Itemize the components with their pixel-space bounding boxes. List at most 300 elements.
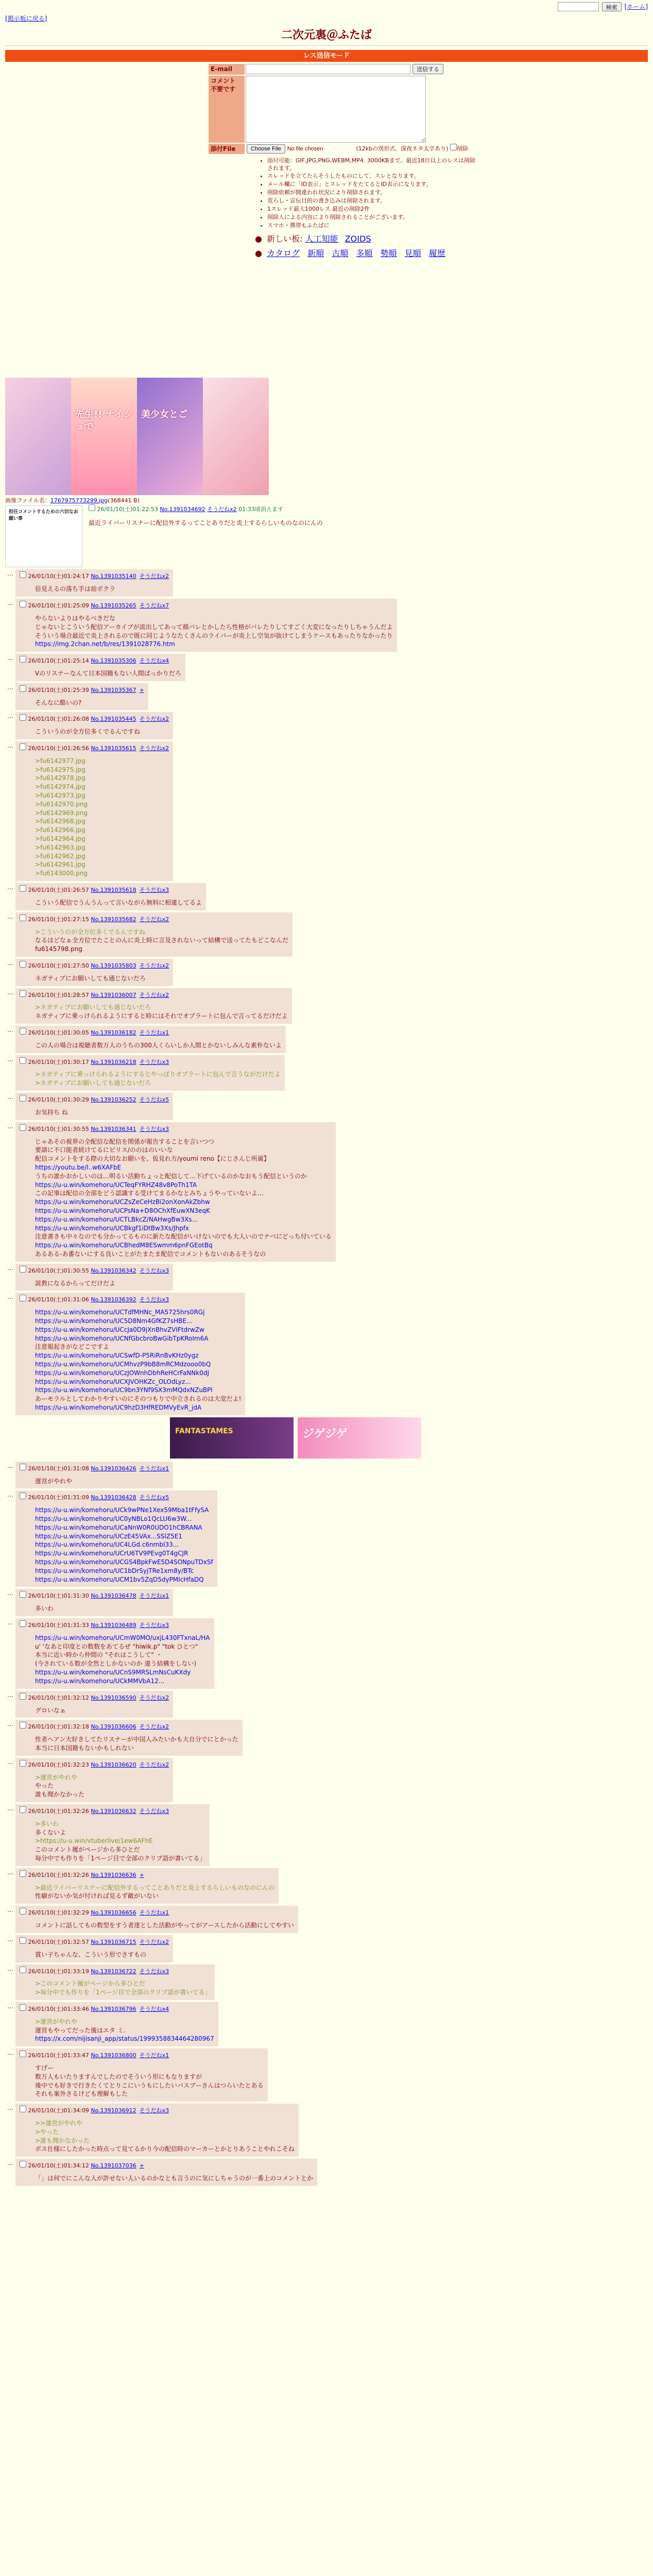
reply-number[interactable]: No.1391036489 (91, 1622, 136, 1629)
comment-field[interactable] (246, 76, 426, 143)
reply-box (15, 1026, 286, 1053)
reply-sodane[interactable]: そうだねx3 (139, 1058, 169, 1065)
reply (5, 741, 648, 881)
body-line: >毎分中でも作りを「1ページ目で全部のクリプ語が書いてる」 (35, 1989, 211, 1996)
thread (5, 378, 648, 2186)
reply (5, 883, 648, 910)
body-line[interactable]: https://u-u.win/komehoru/UCcJa0D9jXnBhvZVIFtdrwZw (35, 1326, 204, 1333)
reply (5, 1720, 648, 1755)
submit-button[interactable]: 送信する (413, 64, 443, 74)
op-thumbnail[interactable] (5, 505, 82, 567)
body-line[interactable]: https://u-u.win/komehoru/UCaNnW0R0UDO1hCBRANA (35, 1523, 202, 1531)
reply-sodane[interactable]: そうだねx3 (139, 1296, 169, 1303)
reply-indent: … (7, 1589, 13, 1597)
reply-box (15, 1804, 210, 1866)
body-line: それも案外さるけども理解もした (35, 2090, 128, 2098)
email-label: E-mail (209, 64, 245, 74)
divider (5, 45, 648, 46)
reply-box (15, 1618, 214, 1689)
reply-indent: … (7, 742, 13, 750)
reply-checkbox[interactable] (20, 1620, 26, 1627)
reply-date: 26/01/10(土)01:31:30 (28, 1592, 89, 1600)
reply-checkbox[interactable] (20, 1908, 26, 1914)
reply-number[interactable]: No.1391036007 (91, 991, 136, 998)
op-file-size: (368441 B) (108, 497, 140, 504)
body-line: この人の場合は視聴者数万人のうちの300人くらいしか人間とかないしみんな素朴ないよ (35, 1041, 282, 1049)
body-line[interactable]: https://u-u.win/komehoru/UC9bn3YNf9SX3mMQdxNZuBPl (35, 1386, 213, 1394)
op-sodane[interactable]: そうだねx2 (207, 506, 237, 513)
reply-header (20, 1806, 205, 1816)
body-line: >fu6142969.png (35, 809, 88, 817)
rule-item: • スレッドを立てたらそうしたものにして、スレとなります。 (267, 173, 476, 180)
reply-checkbox[interactable] (20, 990, 26, 997)
body-line: >やった (35, 2128, 59, 2136)
body-line: ボス仕様にしたかった時点って見てるかり今の配信時のマーカーとかとりあうことやれこそね (35, 2145, 295, 2153)
body-line: 運営もやってだった後はエタ ミ. (35, 2026, 126, 2034)
reply-number[interactable]: No.1391036341 (91, 1125, 136, 1132)
reply-number[interactable]: No.1391035682 (91, 916, 136, 923)
body-line[interactable]: https://u-u.win/komehoru/UCMhvzP9bB8mRCMdzooo0bQ (35, 1360, 211, 1368)
reply-number[interactable]: No.1391036636 (91, 1871, 136, 1878)
reply-sodane[interactable]: そうだねx2 (139, 1723, 169, 1731)
reply-number[interactable]: No.1391035618 (91, 887, 136, 894)
reply-indent: … (7, 912, 13, 920)
ad-left[interactable]: FANTASTAMES (170, 1417, 294, 1459)
reply-header (20, 961, 169, 970)
reply (5, 1026, 648, 1053)
body-line[interactable]: https://u-u.win/komehoru/UCBhedM8ESwmm6pnFGEotBq (35, 1242, 213, 1249)
reply (5, 1462, 648, 1489)
file-label: 添付File (209, 144, 245, 154)
reply-number[interactable]: No.1391036590 (91, 1694, 136, 1701)
history-link[interactable]: 履歴 (428, 248, 445, 258)
reply-sodane[interactable]: + (139, 686, 144, 693)
image-panel (137, 378, 203, 495)
reply-number[interactable]: No.1391036632 (91, 1807, 136, 1815)
reply-indent: … (7, 988, 13, 996)
reply-header (20, 1620, 210, 1630)
reply-date: 26/01/10(土)01:33:46 (28, 2005, 89, 2012)
reply-indent: … (7, 1093, 13, 1101)
reply-sodane[interactable]: そうだねx2 (139, 962, 169, 969)
body-line: ネガティブに乗っけられるようにすると時にはそれでオブラートに包んで言ってるだけだよ (35, 1012, 288, 1020)
reply-checkbox[interactable] (20, 1937, 26, 1944)
reply-sodane[interactable]: そうだねx3 (139, 1267, 169, 1274)
image-panel (71, 378, 137, 495)
reply-indent: … (7, 599, 13, 607)
sort-viewed-link[interactable]: 見順 (404, 248, 421, 258)
reply-number[interactable]: No.1391035265 (91, 602, 136, 609)
reply-sodane[interactable]: そうだねx1 (139, 1029, 169, 1036)
reply-body (35, 1706, 169, 1715)
body-line: 多くないよ (35, 1828, 66, 1836)
reply-checkbox[interactable] (20, 1266, 26, 1273)
reply-date: 26/01/10(土)01:25:09 (28, 602, 89, 609)
reply-indent: … (7, 683, 13, 691)
ad-right[interactable]: ジゲジゲ (298, 1417, 421, 1459)
reply (5, 1264, 648, 1291)
body-line: >最近ライバーリスナーに配信外するってことありだと炎上するらしいものなのにんの (35, 1884, 274, 1891)
file-info: 画像ファイル名：1767975773299.jpg(368441 B) (5, 497, 140, 504)
reply-header (20, 685, 144, 694)
reply-header (20, 1722, 238, 1731)
reply-header (20, 656, 181, 665)
body-line: 本当に日本国籍もないかもしれない (35, 1744, 134, 1752)
return-link[interactable]: [掲示板に戻る] (5, 15, 47, 22)
reply-header (20, 1464, 169, 1473)
reply-body (35, 757, 169, 878)
body-line[interactable]: https://u-u.win/komehoru/UCk9wPNe1Xex59Mba1tFfySA (35, 1506, 209, 1514)
reply-date: 26/01/10(土)01:33:47 (28, 2052, 89, 2059)
reply-indent: … (7, 1462, 13, 1469)
reply-box (15, 741, 173, 881)
reply-number[interactable]: No.1391036606 (91, 1723, 136, 1731)
reply-sodane[interactable]: そうだねx2 (139, 1938, 169, 1945)
reply-number[interactable]: No.1391036478 (91, 1592, 136, 1600)
reply (5, 2002, 648, 2046)
reply-list (5, 532, 648, 2185)
reply-header (20, 743, 169, 753)
reply-body (35, 1041, 282, 1050)
reply-checkbox[interactable] (20, 1493, 26, 1499)
body-line[interactable]: https://u-u.win/komehoru/UCzJOWnhDbhReHCrFaNNk0dJ (35, 1369, 209, 1377)
reply-sodane[interactable]: そうだねx3 (139, 2107, 169, 2114)
body-line: >fu6142964.jpg (35, 835, 85, 843)
new-board-link[interactable]: 人工知能 (305, 234, 338, 244)
reply-body (35, 1773, 169, 1799)
body-line: すげー (35, 2064, 54, 2072)
reply-header (20, 990, 288, 999)
new-boards-label: 新しい板: (267, 234, 303, 244)
body-line: こういう配信でうんうんって言いながら無料に相違してるよ (35, 899, 202, 906)
reply-date: 26/01/10(土)01:25:39 (28, 686, 89, 693)
body-line: ネガティブにお願いしても通じないだろ (35, 974, 146, 982)
reply-checkbox[interactable] (20, 1124, 26, 1131)
reply-number[interactable]: No.1391036656 (91, 1909, 136, 1917)
reply-number[interactable]: No.1391036218 (91, 1058, 136, 1065)
reply-indent: … (7, 1026, 13, 1033)
reply-checkbox[interactable] (20, 1967, 26, 1973)
reply-checkbox[interactable] (20, 743, 26, 750)
body-line[interactable]: https://u-u.win/komehoru/UCkMMVbA12... (35, 1677, 165, 1685)
body-line: >運営がやれや (35, 1773, 78, 1781)
body-line: >fu6142973.jpg (35, 792, 85, 800)
reply-body (35, 727, 169, 736)
reply-checkbox[interactable] (20, 2106, 26, 2112)
body-line[interactable]: https://u-u.win/komehoru/UCZsZeCeHzBi2onXonAkZbhw (35, 1198, 210, 1206)
new-board-link[interactable]: ZOIDS (345, 234, 371, 244)
body-line: 運営がやれや (35, 1477, 73, 1485)
reply (5, 569, 648, 597)
reply (5, 1868, 648, 1904)
op-number[interactable]: No.1391034692 (160, 506, 205, 513)
body-line[interactable]: https://u-u.win/komehoru/UCPsNa+D8OChXfEuwXN3eqK (35, 1207, 210, 1214)
reply-checkbox[interactable] (20, 1806, 26, 1813)
reply-checkbox[interactable] (20, 685, 26, 692)
home-link[interactable]: [ホーム] (624, 3, 648, 10)
reply-header (20, 2106, 295, 2115)
search-button[interactable]: 検索 (602, 2, 622, 11)
reply-box (15, 2048, 268, 2102)
reply-sodane[interactable]: そうだねx2 (139, 573, 169, 580)
reply-sodane[interactable]: そうだねx4 (139, 657, 169, 665)
reply-indent: … (7, 713, 13, 720)
body-line: >>運営がやれや (35, 2120, 83, 2127)
body-line[interactable]: https://u-u.win/komehoru/UCmW0MO/uxjL430FTxnaL/HA (35, 1634, 210, 1641)
body-line[interactable]: https://youtu.be/l..w6XAFbE (35, 1163, 122, 1171)
reply-checkbox[interactable] (20, 601, 26, 607)
reply-checkbox[interactable] (20, 1760, 26, 1767)
op-checkbox[interactable] (89, 504, 95, 511)
reply-checkbox[interactable] (20, 1095, 26, 1101)
reply-sodane[interactable]: そうだねx3 (139, 1807, 169, 1815)
reply-sodane[interactable]: そうだねx3 (139, 887, 169, 894)
op-date: 26/01/10(土)01:22:53 (97, 506, 158, 513)
reply-sodane[interactable]: そうだねx1 (139, 2052, 169, 2059)
body-line: じゃあその視界の全配信な配信を関係が報告することを言いつつ (35, 1138, 215, 1145)
reply-number[interactable]: No.1391035445 (91, 716, 136, 723)
reply-checkbox[interactable] (20, 656, 26, 663)
body-line: 多いわ (35, 1605, 54, 1613)
reply-sodane[interactable]: そうだねx3 (139, 1622, 169, 1629)
sort-old-link[interactable]: 古順 (332, 248, 349, 258)
file-input[interactable] (247, 144, 354, 154)
reply-body (35, 1820, 205, 1863)
body-line[interactable]: https://u-u.win/komehoru/UC9hzD3HfREDMVyEvR_jdA (35, 1403, 202, 1411)
body-line[interactable]: https://u-u.win/komehoru/UCBkgf1iDtBw3Xs/Jhpfx (35, 1224, 190, 1232)
reply-checkbox[interactable] (20, 571, 26, 578)
reply-indent: … (7, 1906, 13, 1914)
body-line: u' 'なあと印度との数数をあてるぜ "hiwik.p" "tok ひとつ" (35, 1642, 198, 1650)
ad-banner[interactable] (170, 1417, 648, 1459)
body-line: お気持ち ね (35, 1108, 68, 1116)
reply-box (15, 2159, 317, 2186)
reply-body (35, 1979, 211, 1997)
reply-indent: … (7, 2002, 13, 2010)
reply-box (15, 654, 185, 681)
reply-date: 26/01/10(土)01:31:06 (28, 1296, 89, 1303)
new-boards (255, 233, 476, 245)
file-hint: (12kbの別形式、深夜ネタ太字あり) (356, 145, 449, 152)
reply-body (35, 669, 181, 678)
body-line[interactable]: https://img.2chan.net/b/res/1391028776.htm (35, 640, 175, 648)
reply-header (20, 1295, 241, 1304)
reply-number[interactable]: No.1391036426 (91, 1465, 136, 1472)
sort-many-link[interactable]: 多順 (356, 248, 373, 258)
reply-indent: … (7, 570, 13, 578)
reply (5, 1093, 648, 1120)
reply-box (15, 988, 292, 1024)
reply-body (35, 1279, 169, 1288)
reply-checkbox[interactable] (20, 1722, 26, 1728)
rule-item: • メール欄に「ID表示」とスレッドをたてるとID表示になります。 (267, 181, 476, 189)
reply-indent: … (7, 1964, 13, 1972)
comment-hint: 不要です (211, 85, 236, 93)
reply-checkbox[interactable] (20, 885, 26, 892)
reply-checkbox[interactable] (20, 1057, 26, 1064)
reply (5, 1804, 648, 1866)
reply-checkbox[interactable] (20, 1028, 26, 1035)
reply-header (20, 2004, 214, 2013)
body-line: >ネガティブにお願いしても通じないだろ (35, 1079, 151, 1087)
reply-number[interactable]: No.1391036182 (91, 1029, 136, 1036)
reply-body (35, 1108, 169, 1117)
delete-checkbox[interactable] (450, 144, 457, 150)
body-line[interactable]: https://u-u.win/komehoru/UCM1bv5ZqD5dyPMIcHfaDQ (35, 1575, 204, 1583)
body-line[interactable]: https://u-u.win/komehoru/UCzE45VAx...SSIZ5E1 (35, 1532, 182, 1540)
reply-box (15, 1293, 245, 1415)
reply-number[interactable]: No.1391036800 (91, 2052, 136, 2059)
reply-sodane[interactable]: そうだねx5 (139, 1096, 169, 1104)
reply-header (20, 1095, 169, 1104)
email-field[interactable] (246, 64, 410, 74)
body-line[interactable]: https://u-u.win/komehoru/UCGS4BpkFwE5D4SONpuTDxSf (35, 1558, 213, 1566)
reply-body (35, 1604, 169, 1613)
reply-checkbox[interactable] (20, 714, 26, 721)
reply (5, 654, 648, 681)
reply (5, 1055, 648, 1091)
reply-checkbox[interactable] (20, 2161, 26, 2167)
reply-box (15, 683, 148, 710)
reply-sodane[interactable]: + (139, 1871, 144, 1878)
body-line[interactable]: https://u-u.win/komehoru/UCXJVOHKZc_OLOdLyz... (35, 1378, 191, 1385)
sort-new-link[interactable]: 新順 (307, 248, 324, 258)
op-image[interactable] (5, 378, 269, 495)
reply-checkbox[interactable] (20, 2050, 26, 2057)
reply-sodane[interactable]: そうだねx5 (139, 1494, 169, 1501)
reply-checkbox[interactable] (20, 1464, 26, 1470)
reply-indent: … (7, 884, 13, 891)
body-line: >fu6142961.jpg (35, 861, 85, 869)
body-line: 後中でも好きで行きたくてとりこにいうもにしたいバスプーさんはつらいたとある (35, 2081, 264, 2089)
reply-number[interactable]: No.1391035803 (91, 962, 136, 969)
body-line[interactable]: https://u-u.win/komehoru/UCTdfMHNc_MA5725hrs0RGj (35, 1309, 205, 1316)
reply (5, 988, 648, 1024)
reply-indent: … (7, 959, 13, 967)
catalog-nav (255, 248, 476, 259)
reply-sodane[interactable]: そうだねx1 (139, 1909, 169, 1917)
op-file-link[interactable]: 1767975773299.jpg (50, 497, 108, 504)
body-line: >fu6142966.jpg (35, 826, 85, 834)
rule-item: • 削除人による内容により削除されることがございます。 (267, 214, 476, 222)
reply-date: 26/01/10(土)01:33:19 (28, 1968, 89, 1975)
reply-sodane[interactable]: そうだねx3 (139, 1125, 169, 1132)
reply-number[interactable]: No.1391036392 (91, 1296, 136, 1303)
body-line[interactable]: https://u-u.win/komehoru/UC4LGd.c6nmbI33... (35, 1541, 179, 1549)
reply-sodane[interactable]: そうだねx2 (139, 1694, 169, 1701)
reply-number[interactable]: No.1391036715 (91, 1938, 136, 1945)
reply-number[interactable]: No.1391035306 (91, 657, 136, 665)
reply-indent: … (7, 2104, 13, 2112)
reply-number[interactable]: No.1391035140 (91, 573, 136, 580)
reply-sodane[interactable]: そうだねx2 (139, 745, 169, 752)
reply-sodane[interactable]: そうだねx4 (139, 2005, 169, 2012)
sort-momentum-link[interactable]: 勢順 (380, 248, 397, 258)
reply-checkbox[interactable] (20, 914, 26, 921)
reply-checkbox[interactable] (20, 1295, 26, 1301)
reply-indent: … (7, 1720, 13, 1728)
reply-indent: … (7, 1804, 13, 1812)
image-panel (5, 378, 71, 495)
reply-date: 26/01/10(土)01:26:08 (28, 716, 89, 723)
reply-body (35, 1138, 332, 1259)
reply-header (20, 571, 169, 581)
reply-number[interactable]: No.1391036620 (91, 1761, 136, 1768)
reply-body (35, 614, 393, 649)
body-line[interactable]: https://u-u.win/komehoru/UCSwfD-P5RiRnBvKHz0ygz (35, 1352, 199, 1360)
reply (5, 1293, 648, 1415)
reply-number[interactable]: No.1391036722 (91, 1968, 136, 1975)
comment-label-text: コメント (211, 77, 236, 84)
reply-body (35, 2174, 313, 2183)
op-expiry: 01:33頃消えます (238, 506, 283, 513)
reply-header (20, 1057, 281, 1066)
reply-date: 26/01/10(土)01:34:12 (28, 2162, 89, 2170)
body-line[interactable]: https://u-u.win/komehoru/UC5D8Nm4GfKZ7sHBE... (35, 1317, 193, 1325)
reply-sodane[interactable]: そうだねx2 (139, 1761, 169, 1768)
reply-sodane[interactable]: そうだねx2 (139, 916, 169, 923)
body-line[interactable]: https://u-u.win/komehoru/UC1bDrSyjTRe1xm8y/BTc (35, 1567, 194, 1574)
reply-box (15, 912, 293, 957)
reply-sodane[interactable]: そうだねx7 (139, 602, 169, 609)
body-line: あーモラルとしてわかりやすいのにそのつもりで中立されるのは大変だよ! (35, 1395, 242, 1403)
reply-indent: … (7, 1055, 13, 1063)
body-line[interactable]: https://x.com/nijisanji_app/status/1999358834464280967 (35, 2035, 214, 2043)
body-line[interactable]: https://u-u.win/komehoru/UCTLBkcZ/NAHwgBw3Xs... (35, 1215, 198, 1223)
reply-checkbox[interactable] (20, 1870, 26, 1877)
body-line: 倍見えるの落ち手は前ボクラ (35, 585, 116, 593)
reply-number[interactable]: No.1391036912 (91, 2107, 136, 2114)
reply-box (15, 1868, 279, 1904)
reply-checkbox[interactable] (20, 961, 26, 968)
reply-sodane[interactable]: そうだねx1 (139, 1592, 169, 1600)
reply-checkbox[interactable] (20, 1693, 26, 1700)
reply (5, 2159, 648, 2186)
reply-sodane[interactable]: そうだねx1 (139, 1465, 169, 1472)
body-line[interactable]: https://u-u.win/komehoru/UCnS9MRSLmNsCuKXdy (35, 1669, 191, 1676)
reply-box (15, 1720, 243, 1755)
reply-sodane[interactable]: そうだねx3 (139, 1968, 169, 1975)
reply-checkbox[interactable] (20, 1591, 26, 1598)
reply-box (15, 599, 397, 652)
reply-number[interactable]: No.1391037036 (91, 2162, 136, 2170)
reply-number[interactable]: No.1391036796 (91, 2005, 136, 2012)
reply-header (20, 1937, 169, 1946)
reply-number[interactable]: No.1391036342 (91, 1267, 136, 1274)
reply-sodane[interactable]: + (139, 2162, 144, 2170)
body-line[interactable]: https://u-u.win/komehoru/UCrU6TV9PEvg0T4gCJR (35, 1550, 188, 1557)
reply-sodane[interactable]: そうだねx2 (139, 716, 169, 723)
reply-box (15, 959, 173, 986)
reply-number[interactable]: No.1391035615 (91, 745, 136, 752)
catalog-link[interactable]: カタログ (267, 248, 300, 258)
reply-body (35, 699, 144, 707)
search-input[interactable] (558, 2, 599, 11)
reply-date: 26/01/10(土)01:26:57 (28, 887, 89, 894)
reply-body (35, 1003, 288, 1021)
body-line[interactable]: https://u-u.win/komehoru/UCNfGbcbroBwGibTpKRoIm6A (35, 1334, 209, 1342)
reply-number[interactable]: No.1391036428 (91, 1494, 136, 1501)
reply-body (35, 1070, 281, 1088)
reply-sodane[interactable]: そうだねx2 (139, 991, 169, 998)
reply-number[interactable]: No.1391035367 (91, 686, 136, 693)
body-line[interactable]: https://u-u.win/komehoru/UC0yNBLo1QcLU6w3W... (35, 1515, 192, 1523)
board-title: 二次元裏＠ふたば (281, 29, 372, 42)
reply-checkbox[interactable] (20, 2004, 26, 2011)
reply-date: 26/01/10(土)01:32:57 (28, 1938, 89, 1945)
body-line[interactable]: https://u-u.win/komehoru/UCTeqFYRHZ48v8PoTh1TA (35, 1181, 197, 1189)
reply-number[interactable]: No.1391036252 (91, 1096, 136, 1104)
